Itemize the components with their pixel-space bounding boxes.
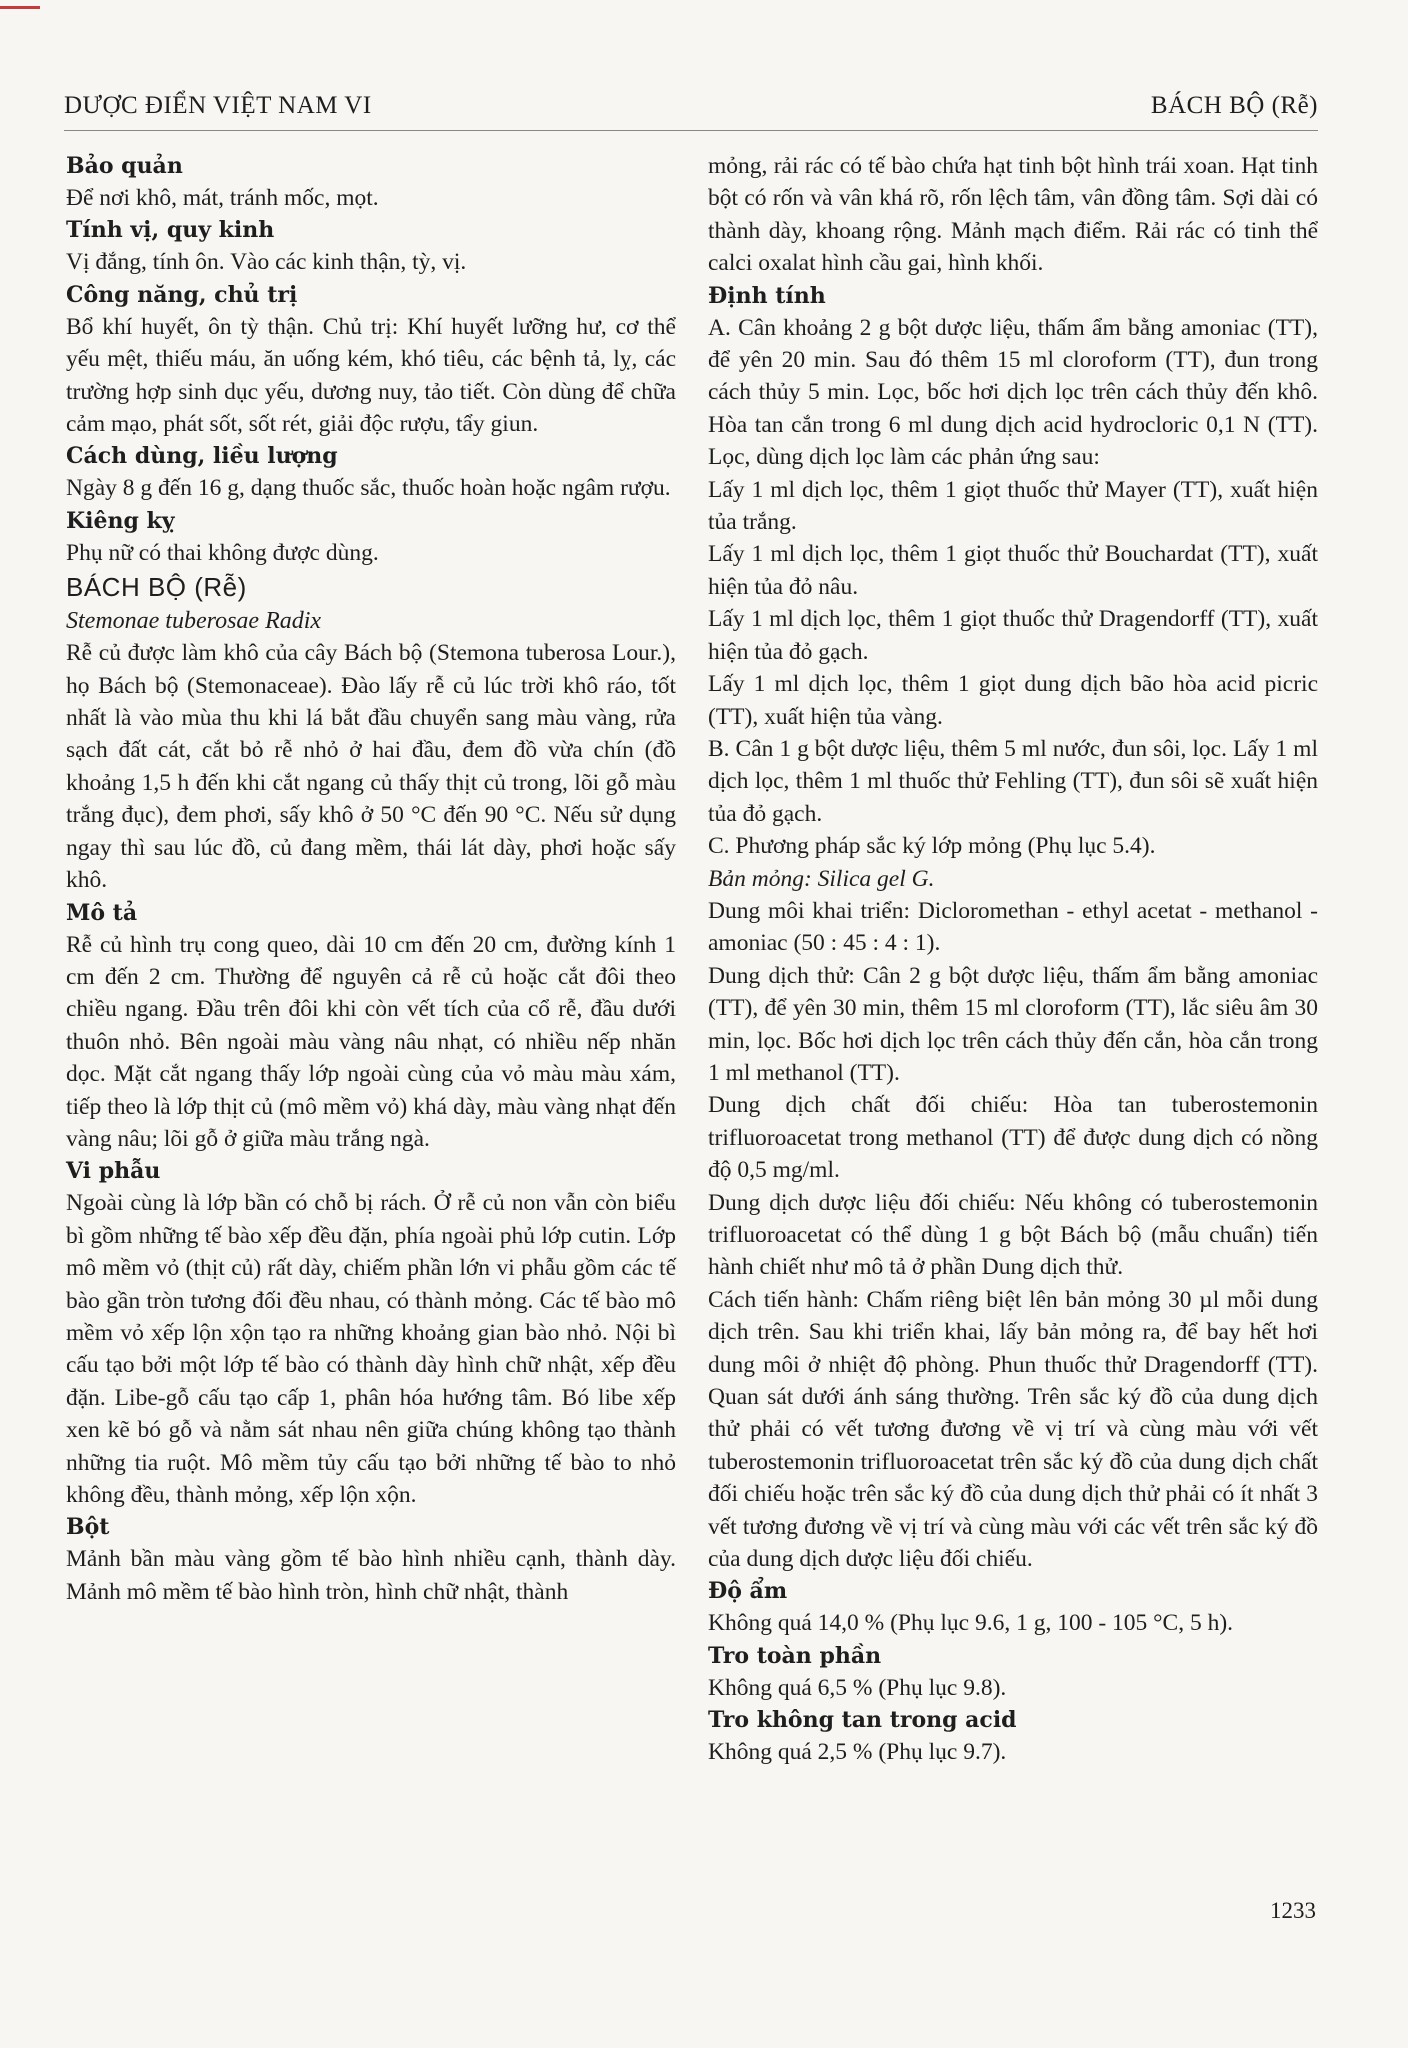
text-cach-dung: Ngày 8 g đến 16 g, dạng thuốc sắc, thuốc hoàn hoặc ngâm rượu.	[66, 475, 671, 502]
monograph-title: BÁCH BỘ (Rễ)	[66, 572, 247, 603]
text-vi-phau: Ngoài cùng là lớp bần có chỗ bị rách. Ở rễ củ non vẫn còn biểu bì gồm những tế bào xếp đều đặn, phía ngoài phủ lớp cutin. Lớp mô mềm vỏ (thịt củ) rất dày, chiếm phần lớn vi phẫu gồm các tế bào gần tròn tương đối đều nhau, có thành mỏng. Các tế bào mô mềm vỏ xếp lộn xộn tạo ra những khoảng gian bào nhỏ. Nội bì cấu tạo bởi một lớp tế bào có thành dày hình chữ nhật, xếp đều đặn. Libe-gỗ cấu tạo cấp 1, phân hóa hướng tâm. Bó libe xếp xen kẽ bó gỗ và nằm sát nhau nên giữa chúng không tạo thành những tia ruột. Mô mềm tủy cấu tạo bởi những tế bào to nhỏ không đều, thành mỏng, xếp lộn xộn.	[66, 1190, 676, 1508]
text-tro-toan-phan: Không quá 6,5 % (Phụ lục 9.8).	[708, 1674, 1007, 1701]
heading-bot: Bột	[66, 1514, 110, 1541]
heading-mo-ta: Mô tả	[66, 899, 138, 926]
text-intro: Rễ củ được làm khô của cây Bách bộ (Stemona tuberosa Lour.), họ Bách bộ (Stemonaceae). Đào lấy rễ củ lúc trời khô ráo, tốt nhất là vào mùa thu khi lá bắt đầu chuyển sang màu vàng, rửa sạch đất cát, cắt bỏ rễ nhỏ ở hai đầu, đem đồ vừa chín (đồ khoảng 1,5 h đến khi cắt ngang củ thấy thịt củ trong, lõi gỗ màu trắng đục), đem phơi, sấy khô ở 50 °C đến 90 °C. Nếu sử dụng ngay thì sau lúc đồ, củ đang mềm, thái lát dày, phơi hoặc sấy khô.	[66, 640, 676, 894]
heading-dinh-tinh: Định tính	[708, 282, 826, 309]
heading-tro-khong-tan: Tro không tan trong acid	[708, 1707, 1017, 1734]
tlc-mobile-phase: Dung môi khai triển: Dicloromethan - ethyl acetat - methanol - amoniac (50 : 45 : 4 : 1).	[708, 897, 1318, 957]
heading-kieng-ky: Kiêng kỵ	[66, 507, 175, 534]
tlc-reference-solution: Dung dịch chất đối chiếu: Hòa tan tuberostemonin trifluoroacetat trong methanol (TT) để được dung dịch có nồng độ 0,5 mg/ml.	[708, 1092, 1318, 1184]
text-bot-continued: mỏng, rải rác có tế bào chứa hạt tinh bột hình trái xoan. Hạt tinh bột có rốn và vân khá rõ, rốn lệch tâm, vân đồng tâm. Sợi dài có thành dày, khoang rộng. Mảnh mạch điểm. Rải rác có tinh thể calci oxalat hình cầu gai, hình khối.	[708, 153, 1318, 277]
test-a-mayer: Lấy 1 ml dịch lọc, thêm 1 giọt thuốc thử Mayer (TT), xuất hiện tủa trắng.	[708, 476, 1318, 536]
heading-bao-quan: Bảo quản	[66, 153, 183, 179]
left-column	[66, 150, 676, 1608]
text-tro-khong-tan: Không quá 2,5 % (Phụ lục 9.7).	[708, 1739, 1007, 1766]
test-b: B. Cân 1 g bột dược liệu, thêm 5 ml nước, đun sôi, lọc. Lấy 1 ml dịch lọc, thêm 1 ml thuốc thử Fehling (TT), đun sôi sẽ xuất hiện tủa đỏ gạch.	[708, 735, 1318, 827]
test-a: A. Cân khoảng 2 g bột dược liệu, thấm ẩm bằng amoniac (TT), để yên 20 min. Sau đó thêm 15 ml cloroform (TT), đun trong cách thủy 5 min. Lọc, bốc hơi dịch lọc trên cách thủy đến khô. Hòa tan cắn trong 6 ml dung dịch acid hydrocloric 0,1 N (TT). Lọc, dùng dịch lọc làm các phản ứng sau:	[708, 314, 1318, 471]
tlc-plate: Bản mỏng: Silica gel G.	[708, 865, 935, 892]
right-column	[708, 150, 1318, 1769]
text-bao-quan: Để nơi khô, mát, tránh mốc, mọt.	[66, 185, 379, 211]
test-a-picric: Lấy 1 ml dịch lọc, thêm 1 giọt dung dịch bão hòa acid picric (TT), xuất hiện tủa vàng.	[708, 671, 1318, 730]
test-a-dragendorff: Lấy 1 ml dịch lọc, thêm 1 giọt thuốc thử Dragendorff (TT), xuất hiện tủa đỏ gạch.	[708, 606, 1318, 665]
text-bot: Mảnh bần màu vàng gồm tế bào hình nhiều cạnh, thành dày. Mảnh mô mềm tế bào hình tròn, hình chữ nhật, thành	[66, 1546, 676, 1605]
text-mo-ta: Rễ củ hình trụ cong queo, dài 10 cm đến 20 cm, đường kính 1 cm đến 2 cm. Thường để nguyên cả rễ củ hoặc cắt đôi theo chiều ngang. Đầu trên đôi khi còn vết tích của cổ rễ, đầu dưới thuôn nhỏ. Bên ngoài màu vàng nâu nhạt, có nhiều nếp nhăn dọc. Mặt cắt ngang thấy lớp ngoài cùng của vỏ màu màu xám, tiếp theo là lớp thịt củ (mô mềm vỏ) khá dày, màu vàng nhạt đến vàng nâu; lõi gỗ ở giữa màu trắng ngà.	[66, 931, 676, 1152]
text-cong-nang: Bổ khí huyết, ôn tỳ thận. Chủ trị: Khí huyết lưỡng hư, cơ thể yếu mệt, thiếu máu, ăn uống kém, khó tiêu, các bệnh tả, lỵ, các trường hợp sinh dục yếu, dương nuy, tảo tiết. Còn dùng để chữa cảm mạo, phát sốt, sốt rét, giải độc rượu, tẩy giun.	[66, 313, 676, 438]
tlc-herbal-reference: Dung dịch dược liệu đối chiếu: Nếu không có tuberostemonin trifluoroacetat có thể dùng 1 g bột Bách bộ (mẫu chuẩn) tiến hành chiết như mô tả ở phần Dung dịch thử.	[708, 1189, 1318, 1281]
corner-mark	[0, 6, 40, 9]
text-tinh-vi: Vị đắng, tính ôn. Vào các kinh thận, tỳ, vị.	[66, 249, 467, 276]
section-title: BÁCH BỘ (Rễ)	[1150, 92, 1318, 119]
running-header	[64, 92, 1318, 132]
tlc-test-solution: Dung dịch thử: Cân 2 g bột dược liệu, thấm ẩm bằng amoniac (TT), để yên 30 min, thêm 15 ml cloroform (TT), lắc siêu âm 30 min, lọc. Bốc hơi dịch lọc trên cách thủy đến cắn, hòa cắn trong 1 ml methanol (TT).	[708, 962, 1318, 1086]
header-divider	[64, 130, 1318, 131]
book-title: DƯỢC ĐIỂN VIỆT NAM VI	[64, 92, 372, 119]
heading-cong-nang: Công năng, chủ trị	[66, 281, 298, 308]
tlc-procedure: Cách tiến hành: Chấm riêng biệt lên bản mỏng 30 µl mỗi dung dịch trên. Sau khi triển khai, lấy bản mỏng ra, để bay hết hơi dung môi ở nhiệt độ phòng. Phun thuốc thử Dragendorff (TT). Quan sát dưới ánh sáng thường. Trên sắc ký đồ của dung dịch thử phải có vết tương đương về vị trí và cùng màu với vết tuberostemonin trifluoroacetat trên sắc ký đồ của dung dịch chất đối chiếu hoặc trên sắc ký đồ của dung dịch thử phải có ít nhất 3 vết tương đương về vị trí và cùng màu với các vết trên sắc ký đồ của dung dịch dược liệu đối chiếu.	[708, 1286, 1318, 1573]
heading-tro-toan-phan: Tro toàn phần	[708, 1642, 882, 1669]
monograph-latin-name: Stemonae tuberosae Radix	[66, 608, 322, 635]
text-kieng-ky: Phụ nữ có thai không được dùng.	[66, 539, 379, 566]
page-number: 1233	[1270, 1898, 1316, 1923]
test-a-bouchardat: Lấy 1 ml dịch lọc, thêm 1 giọt thuốc thử Bouchardat (TT), xuất hiện tủa đỏ nâu.	[708, 541, 1318, 600]
text-do-am: Không quá 14,0 % (Phụ lục 9.6, 1 g, 100 - 105 °C, 5 h).	[708, 1610, 1234, 1637]
heading-do-am: Độ ẩm	[708, 1578, 788, 1605]
heading-tinh-vi: Tính vị, quy kinh	[66, 217, 275, 244]
heading-vi-phau: Vi phẫu	[66, 1158, 161, 1185]
heading-cach-dung: Cách dùng, liều lượng	[66, 443, 338, 470]
test-c: C. Phương pháp sắc ký lớp mỏng (Phụ lục 5.4).	[708, 833, 1156, 860]
